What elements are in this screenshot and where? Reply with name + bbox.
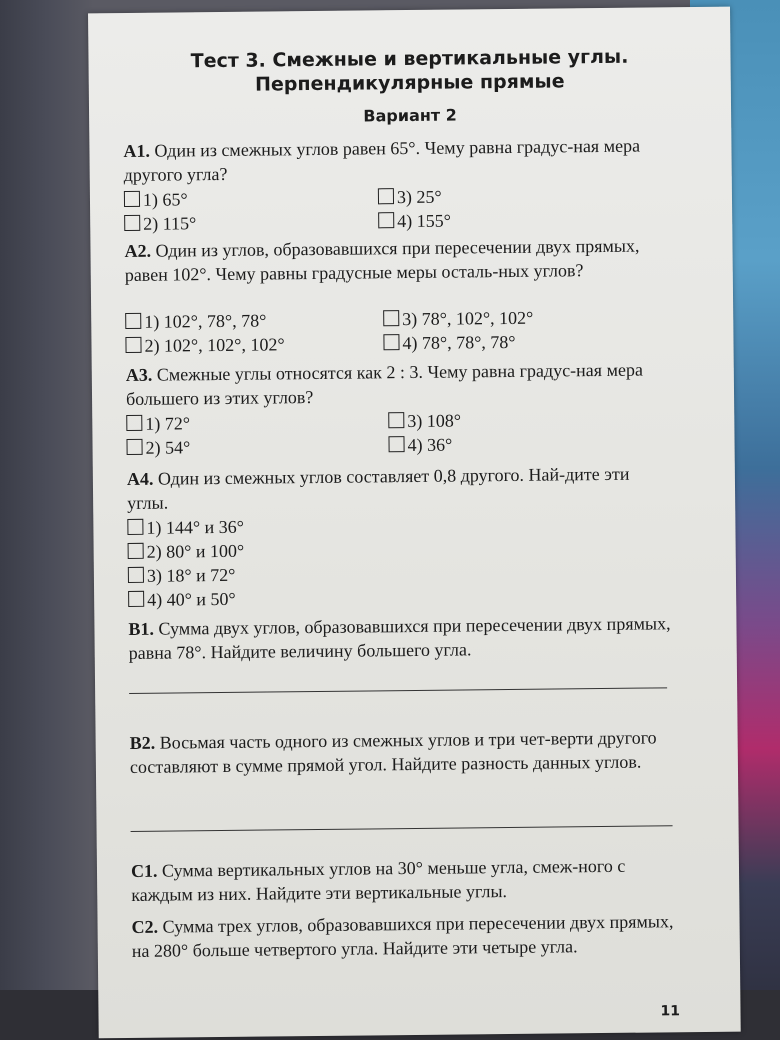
checkbox[interactable] bbox=[128, 591, 144, 607]
checkbox[interactable] bbox=[128, 543, 144, 559]
variant-label: Вариант 2 bbox=[363, 105, 457, 126]
answer-option[interactable]: 4) 155° bbox=[378, 210, 451, 233]
question-text: Сумма двух углов, образовавшихся при пересечении двух прямых, равна 78°. Найдите величину большего угла. bbox=[128, 613, 671, 663]
question-a1 bbox=[123, 133, 668, 187]
checkbox[interactable] bbox=[126, 439, 142, 455]
question-a4 bbox=[127, 461, 672, 515]
question-text: Смежные углы относятся как 2 : 3. Чему равна градус-ная мера большего из этих углов? bbox=[125, 359, 643, 409]
question-number: А2. bbox=[124, 240, 152, 261]
page-number: 11 bbox=[660, 1003, 681, 1020]
answer-line-b2[interactable] bbox=[131, 825, 673, 832]
answer-line-b1[interactable] bbox=[129, 687, 667, 694]
answer-option[interactable]: 2) 102°, 102°, 102° bbox=[125, 333, 284, 357]
question-text: Один из смежных углов составляет 0,8 другого. Най-дите эти углы. bbox=[127, 463, 630, 513]
checkbox[interactable] bbox=[383, 310, 399, 326]
question-number: А3. bbox=[125, 364, 153, 385]
answer-option[interactable]: 3) 78°, 102°, 102° bbox=[383, 307, 533, 331]
checkbox[interactable] bbox=[125, 313, 141, 329]
question-c1 bbox=[131, 853, 676, 907]
question-c2 bbox=[131, 909, 676, 963]
question-number: А1. bbox=[123, 140, 151, 161]
answer-option[interactable]: 3) 108° bbox=[388, 409, 461, 432]
checkbox[interactable] bbox=[127, 519, 143, 535]
checkbox[interactable] bbox=[125, 337, 141, 353]
answer-option[interactable]: 4) 40° и 50° bbox=[128, 588, 236, 611]
question-text: Сумма трех углов, образовавшихся при пересечении двух прямых, на 280° больше четвертого угла. Найдите эти четыре угла. bbox=[131, 911, 674, 961]
checkbox[interactable] bbox=[124, 191, 140, 207]
answer-option[interactable]: 3) 18° и 72° bbox=[128, 564, 236, 587]
question-text: Один из углов, образовавшихся при пересечении двух прямых, равен 102°. Чему равны градусные меры осталь-ных углов? bbox=[124, 235, 640, 285]
checkbox[interactable] bbox=[388, 436, 404, 452]
answer-option[interactable]: 2) 54° bbox=[126, 436, 190, 459]
answer-option[interactable]: 3) 25° bbox=[378, 186, 442, 209]
answer-option[interactable]: 2) 80° и 100° bbox=[128, 540, 245, 563]
test-subtitle: Перпендикулярные прямые bbox=[254, 70, 565, 96]
question-a2 bbox=[124, 233, 669, 287]
checkbox[interactable] bbox=[383, 334, 399, 350]
checkbox[interactable] bbox=[378, 188, 394, 204]
question-text: Сумма вертикальных углов на 30° меньше угла, смеж-ного с каждым из них. Найдите эти вертикальные углы. bbox=[131, 855, 626, 905]
answer-option[interactable]: 1) 65° bbox=[124, 188, 188, 211]
checkbox[interactable] bbox=[378, 212, 394, 228]
test-title: Тест 3. Смежные и вертикальные углы. bbox=[190, 45, 629, 73]
question-number: С2. bbox=[131, 916, 159, 937]
checkbox[interactable] bbox=[388, 412, 404, 428]
question-b1 bbox=[128, 611, 673, 665]
answer-option[interactable]: 1) 102°, 78°, 78° bbox=[125, 310, 266, 333]
checkbox[interactable] bbox=[126, 415, 142, 431]
answer-option[interactable]: 4) 78°, 78°, 78° bbox=[383, 331, 515, 354]
question-text: Один из смежных углов равен 65°. Чему равна градус-ная мера другого угла? bbox=[123, 135, 641, 185]
checkbox[interactable] bbox=[124, 215, 140, 231]
question-number: В1. bbox=[128, 618, 155, 639]
question-text: Восьмая часть одного из смежных углов и три чет-верти другого составляют в сумме прямой угол. Найдите разность данных углов. bbox=[129, 727, 657, 777]
answer-option[interactable]: 4) 36° bbox=[388, 434, 452, 457]
question-b2 bbox=[130, 725, 675, 779]
question-a3 bbox=[126, 357, 671, 411]
answer-option[interactable]: 1) 144° и 36° bbox=[127, 516, 244, 539]
answer-option[interactable]: 2) 115° bbox=[124, 212, 196, 235]
question-number: А4. bbox=[126, 468, 154, 489]
answer-option[interactable]: 1) 72° bbox=[126, 412, 190, 435]
test-page bbox=[88, 7, 741, 1039]
question-number: С1. bbox=[130, 860, 158, 881]
checkbox[interactable] bbox=[128, 567, 144, 583]
question-number: В2. bbox=[129, 732, 156, 753]
